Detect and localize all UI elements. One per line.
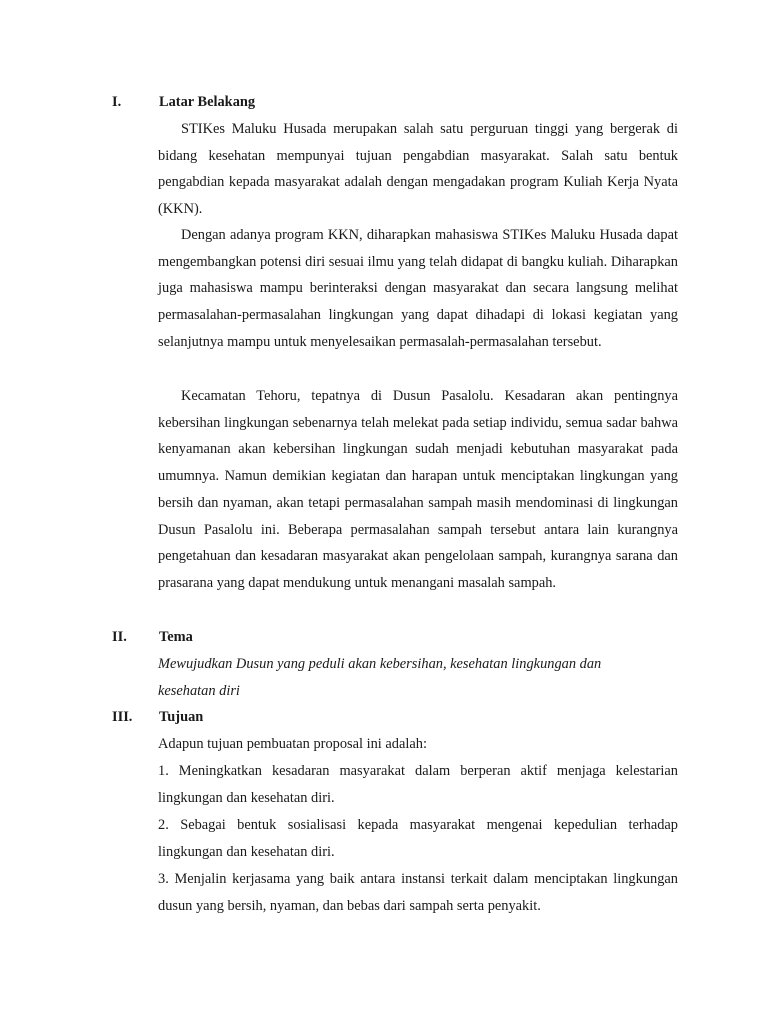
objective-item-1: 1. Meningkatkan kesadaran masyarakat dalam berperan aktif menjaga kelestarian lingkungan dan kesehatan diri.: [158, 763, 678, 806]
section-3-number: III.: [112, 709, 133, 725]
objectives-intro: Adapun tujuan pembuatan proposal ini adalah:: [158, 736, 427, 752]
objective-item-2: 2. Sebagai bentuk sosialisasi kepada masyarakat mengenai kepedulian terhadap lingkungan dan kesehatan diri.: [158, 817, 678, 860]
section-2-number: II.: [112, 629, 127, 645]
section-2-title: Tema: [159, 629, 193, 645]
section-1-title: Latar Belakang: [159, 94, 256, 110]
theme-text: Mewujudkan Dusun yang peduli akan kebersihan, kesehatan lingkungan dan kesehatan diri: [158, 656, 602, 699]
objective-item-3: 3. Menjalin kerjasama yang baik antara instansi terkait dalam menciptakan lingkungan dusun yang bersih, nyaman, dan bebas dari sampah serta penyakit.: [158, 871, 678, 914]
section-1-paragraph-1: STIKes Maluku Husada merupakan salah satu perguruan tinggi yang bergerak di bidang kesehatan mempunyai tujuan pengabdian masyarakat. Salah satu bentuk pengabdian kepada masyarakat adalah dengan mengadakan program Kuliah Kerja Nyata (KKN).: [158, 121, 678, 218]
section-1-paragraph-2: Dengan adanya program KKN, diharapkan mahasiswa STIKes Maluku Husada dapat mengembangkan potensi diri sesuai ilmu yang telah didapat di bangku kuliah. Diharapkan juga mahasiswa mampu berinteraksi dengan masyarakat dan secara langsung melihat permasalahan-permasalahan lingkungan yang dapat dihadapi di lokasi kegiatan yang selanjutnya mampu untuk menyelesaikan permasalah-permasalahan tersebut.: [158, 227, 678, 350]
section-1-number: I.: [112, 94, 122, 110]
section-1-paragraph-3: Kecamatan Tehoru, tepatnya di Dusun Pasalolu. Kesadaran akan pentingnya kebersihan lingkungan sebenarnya telah melekat pada setiap individu, semua sadar bahwa kenyamanan akan kebersihan lingkungan sudah menjadi kebutuhan masyarakat pada umumnya. Namun demikian kegiatan dan harapan untuk menciptakan lingkungan yang bersih dan nyaman, akan tetapi permasalahan sampah masih mendominasi di lingkungan Dusun Pasalolu ini. Beberapa permasalahan sampah tersebut antara lain kurangnya pengetahuan dan kesadaran masyarakat akan pengelolaan sampah, kurangnya sarana dan prasarana yang dapat mendukung untuk menangani masalah sampah.: [158, 388, 678, 591]
section-3-title: Tujuan: [159, 709, 204, 725]
